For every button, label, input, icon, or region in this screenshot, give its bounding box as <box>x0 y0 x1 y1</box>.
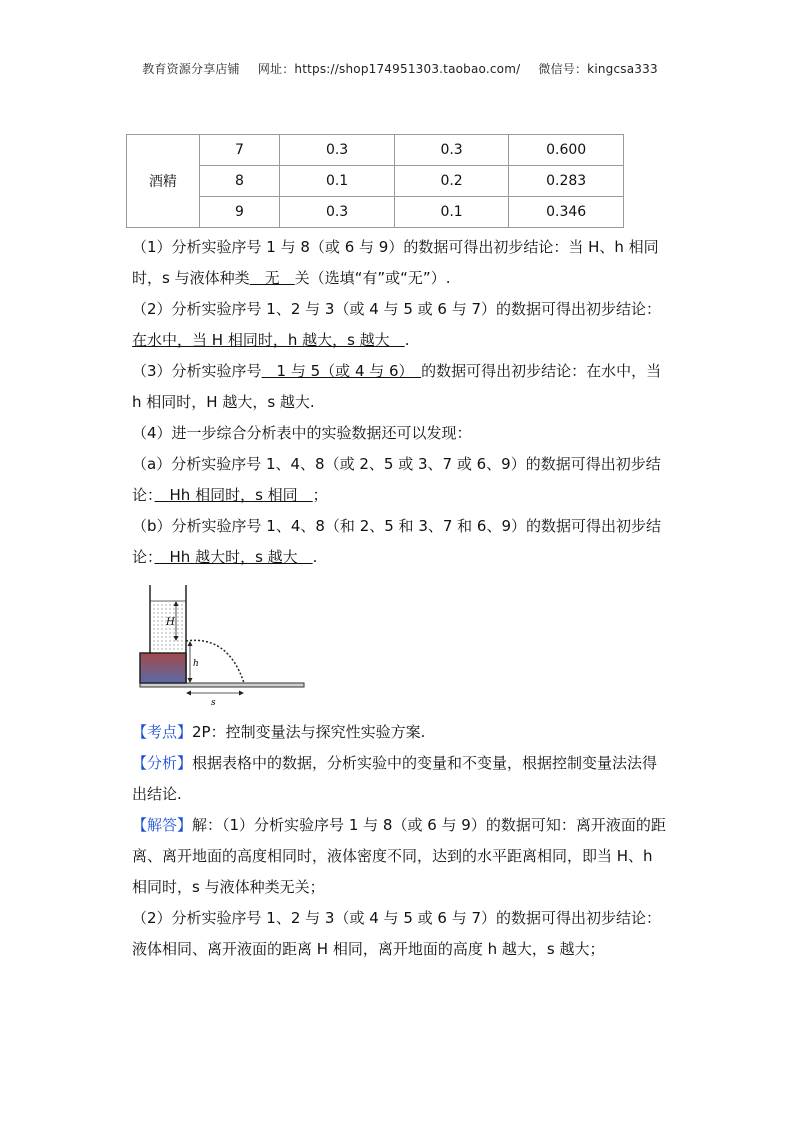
label-h: h <box>193 659 199 669</box>
question-2: （2）分析实验序号 1、2 与 3（或 4 与 5 或 6 与 7）的数据可得出初步结论：在水中，当 H 相同时，h 越大，s 越大 . <box>132 300 662 349</box>
table-row <box>127 197 624 228</box>
table-cell: 0.1 <box>280 166 395 197</box>
label-H: H <box>166 617 175 628</box>
answer-blank: Hh 相同时，s 相同 <box>154 486 313 504</box>
jieda-section: 【解答】解：（1）分析实验序号 1 与 8（或 6 与 9）的数据可知：离开液面的距离、离开地面的高度相同时，液体密度不同，达到的水平距离相同，即当 H、h 相同时，s 与液体种类无关； <box>132 816 666 896</box>
table-cell: 0.346 <box>509 197 624 228</box>
fenxi-section: 【分析】根据表格中的数据，分析实验中的变量和不变量，根据控制变量法法得出结论. <box>132 754 658 803</box>
table-cell: 0.1 <box>394 197 509 228</box>
data-table <box>126 134 624 228</box>
answer-content <box>132 232 672 965</box>
fenxi-tag: 【分析】 <box>132 754 193 772</box>
table-cell: 0.600 <box>509 135 624 166</box>
table-row <box>127 135 624 166</box>
answer-blank: 无 <box>249 269 295 287</box>
question-1: （1）分析实验序号 1 与 8（或 6 与 9）的数据可得出初步结论：当 H、h 相同时，s 与液体种类 无 关（选填“有”或“无”）. <box>132 238 659 287</box>
table-cell: 0.3 <box>394 135 509 166</box>
table-cell: 8 <box>199 166 280 197</box>
table-cell: 0.2 <box>394 166 509 197</box>
arrow-head <box>239 691 244 696</box>
table-cell: 0.3 <box>280 197 395 228</box>
question-3: （3）分析实验序号 1 与 5（或 4 与 6） 的数据可得出初步结论：在水中，当 h 相同时，H 越大，s 越大. <box>132 362 662 411</box>
table-cell: 0.283 <box>509 166 624 197</box>
wechat-id: 微信号：kingcsa333 <box>538 62 658 76</box>
jieda-tag: 【解答】 <box>132 816 193 834</box>
question-4: （4）进一步综合分析表中的实验数据还可以发现： <box>132 424 472 442</box>
kaodian-tag: 【考点】 <box>132 723 193 741</box>
question-4a: （a）分析实验序号 1、4、8（或 2、5 或 3、7 或 6、9）的数据可得出初步结论： Hh 相同时，s 相同 ； <box>132 455 661 504</box>
table-cell: 0.3 <box>280 135 395 166</box>
table-cell: 7 <box>199 135 280 166</box>
kaodian-section: 【考点】2P：控制变量法与探究性实验方案. <box>132 723 426 741</box>
page-header <box>0 60 800 77</box>
answer-blank: 在水中，当 H 相同时，h 越大，s 越大 <box>132 331 405 349</box>
question-4b: （b）分析实验序号 1、4、8（和 2、5 和 3、7 和 6、9）的数据可得出初步结论： Hh 越大时，s 越大 . <box>132 517 662 566</box>
label-s: s <box>211 698 216 708</box>
table-row <box>127 166 624 197</box>
jieda-part-2: （2）分析实验序号 1、2 与 3（或 4 与 5 或 6 与 7）的数据可得出初步结论：液体相同、离开液面的距离 H 相同，离开地面的高度 h 越大，s 越大； <box>132 909 662 958</box>
shop-name: 教育资源分享店铺 <box>142 62 240 76</box>
table-cell: 9 <box>199 197 280 228</box>
shop-url: 网址：https://shop174951303.taobao.com/ <box>257 62 521 76</box>
experiment-figure <box>136 583 306 713</box>
answer-blank: 1 与 5（或 4 与 6） <box>261 362 422 380</box>
arrow-head <box>186 691 191 696</box>
arrow-head <box>188 641 193 646</box>
support-block <box>140 653 186 683</box>
arrow-head <box>188 678 193 683</box>
liquid-group-label: 酒精 <box>127 135 200 228</box>
answer-blank: Hh 越大时，s 越大 <box>154 548 313 566</box>
